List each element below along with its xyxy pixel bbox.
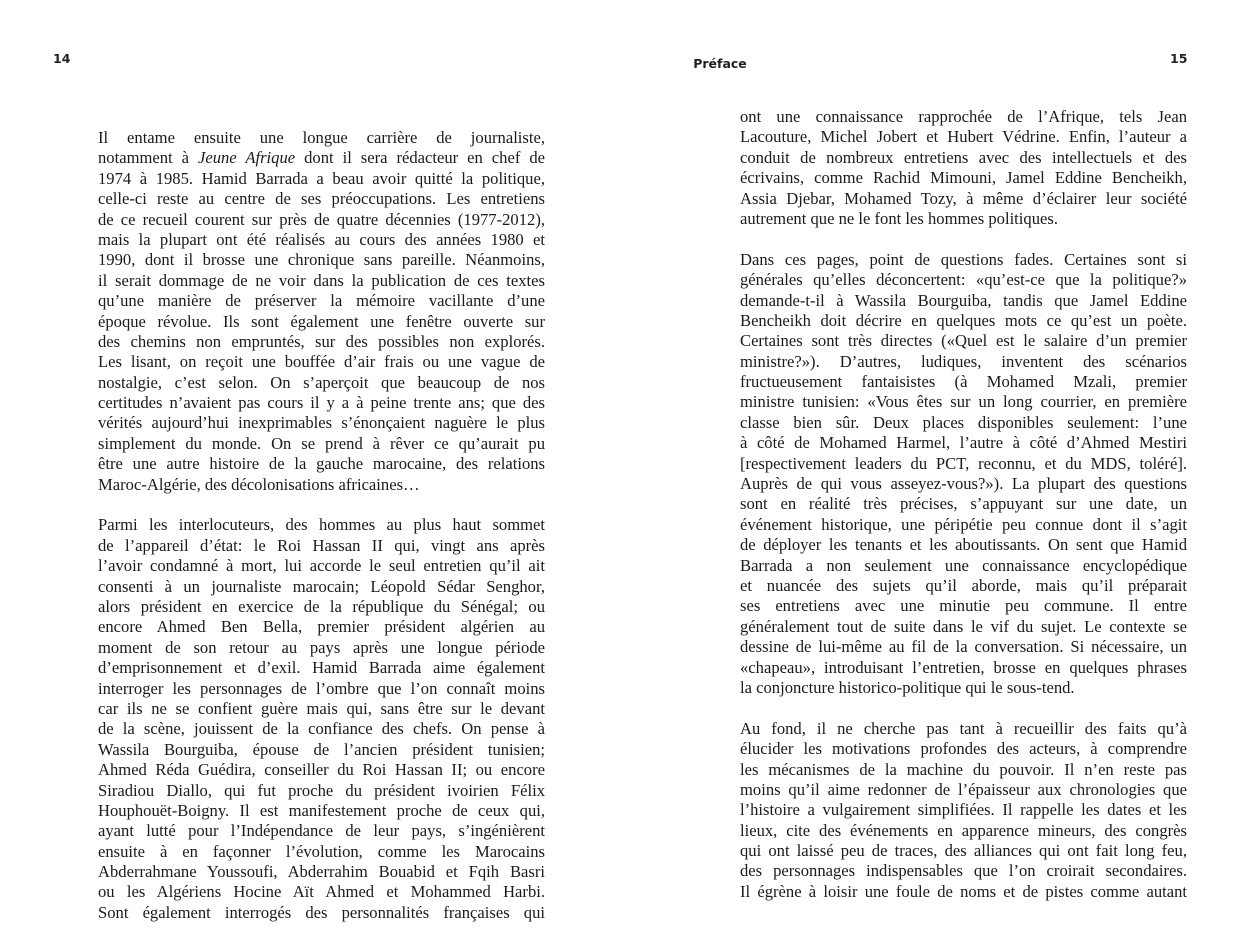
text-line: 1990, dont il brosse une chronique sans pareille. Néanmoins,: [98, 250, 545, 270]
text-line: ayant lutté pour l’Indépendance de leur pays, s’ingénièrent: [98, 821, 545, 841]
text-segment: dont il sera rédacteur en chef de: [295, 148, 545, 168]
text-line: élucider les motivations profondes des acteurs, à comprendre: [740, 739, 1187, 759]
text-line: classe bien sûr. Deux places disponibles seulement: l’une: [740, 412, 1187, 432]
text-line: Au fond, il ne cherche pas tant à recueillir des faits qu’à: [740, 718, 1187, 738]
text-line: lieux, cite des événements en apparence mineurs, des congrès: [740, 820, 1187, 840]
text-line: dessine de lui-même au fil de la conversation. Si nécessaire, un: [740, 637, 1187, 657]
text-line: nostalgie, c’est selon. On s’aperçoit que beaucoup de nos: [98, 372, 545, 392]
text-line: de la scène, jouissent de la confiance des chefs. On pense à: [98, 719, 545, 739]
text-line: moment de son retour au pays après une longue période: [98, 637, 545, 657]
text-line: demande-t-il à Wassila Bourguiba, tandis que Jamel Eddine: [740, 290, 1187, 310]
text-line: conduit de nombreux entretiens avec des intellectuels et des: [740, 147, 1187, 167]
text-line: il serait dommage de ne voir dans la publication de ces textes: [98, 270, 545, 290]
text-line: ses entretiens avec une minutie peu commune. Il entre: [740, 596, 1187, 616]
text-line: simplement du monde. On se prend à rêver ce qu’aurait pu: [98, 433, 545, 453]
text-line: Siradiou Diallo, qui fut proche du président ivoirien Félix: [98, 780, 545, 800]
text-line: Wassila Bourguiba, épouse de l’ancien président tunisien;: [98, 739, 545, 759]
text-line: car ils ne se confient guère mais qui, sans être sur le devant: [98, 698, 545, 718]
running-title: Préface: [693, 56, 747, 71]
text-line: Bencheikh doit décrire en quelques mots ce qu’est un poète.: [740, 310, 1187, 330]
text-line: Maroc-Algérie, des décolonisations africaines…: [98, 474, 420, 494]
text-line: événement historique, une péripétie peu connue dont il s’agit: [740, 514, 1187, 534]
text-line: des chemins non empruntés, sur des possibles non explorés.: [98, 331, 545, 351]
text-line: l’avoir condamné à mort, lui accorde le seul entretien qu’il ait: [98, 556, 545, 576]
text-line: encore Ahmed Ben Bella, premier président algérien au: [98, 617, 545, 637]
text-line: de ce recueil courent sur près de quatre décennies (1977-2012),: [98, 209, 545, 229]
text-line: généralement tout de suite dans le vif du sujet. Le contexte se: [740, 616, 1187, 636]
text-line: qu’une manière de préserver la mémoire vacillante d’une: [98, 291, 545, 311]
text-line: ou les Algériens Hocine Aït Ahmed et Mohammed Harbi.: [98, 882, 545, 902]
text-line: certitudes n’avaient pas cours il y a à peine trente ans; que des: [98, 393, 545, 413]
paragraph: [98, 128, 545, 495]
text-line: Assia Djebar, Mohamed Tozy, à même d’éclairer leur société: [740, 188, 1187, 208]
text-line: [respectivement leaders du PCT, reconnu, et du MDS, toléré].: [740, 453, 1187, 473]
text-line: de l’appareil d’état: le Roi Hassan II qui, vingt ans après: [98, 535, 545, 555]
text-line: Sont également interrogés des personnalités françaises qui: [98, 902, 545, 922]
page-number-left: 14: [53, 51, 71, 66]
text-line: générales qu’elles déconcertent: «qu’est-ce que la politique?»: [740, 270, 1187, 290]
text-line: «chapeau», introduisant l’entretien, brosse en quelques phrases: [740, 657, 1187, 677]
text-line: des personnages indispensables que l’on croirait secondaires.: [740, 861, 1187, 881]
text-line: vérités aujourd’hui inexprimables s’énonçaient naguère le plus: [98, 413, 545, 433]
text-segment: notamment à: [98, 148, 198, 168]
text-line: Certaines sont très directes («Quel est le salaire d’un premier: [740, 331, 1187, 351]
italic-title: Jeune Afrique: [197, 148, 296, 168]
text-line: l’histoire a vulgairement simplifiées. Il rappelle les dates et les: [740, 800, 1187, 820]
text-line: Houphouët-Boigny. Il est manifestement proche de ceux qui,: [98, 800, 545, 820]
text-line: [98, 148, 545, 168]
text-line: qui ont laissé peu de traces, des alliances qui ont fait long feu,: [740, 841, 1187, 861]
text-line: de déployer les tenants et les aboutissants. On sent que Hamid: [740, 535, 1187, 555]
text-line: ministre?»). D’autres, ludiques, inventent des scénarios: [740, 351, 1187, 371]
right-page-text: [740, 107, 1187, 923]
paragraph: [740, 250, 1187, 699]
paragraph: [740, 107, 1187, 229]
text-line: moins qu’il aime redonner de l’épaisseur aux chronologies que: [740, 779, 1187, 799]
paragraph: [740, 719, 1187, 903]
text-line: Lacouture, Michel Jobert et Hubert Védrine. Enfin, l’auteur a: [740, 127, 1187, 147]
text-line: être une autre histoire de la gauche marocaine, des relations: [98, 454, 545, 474]
paragraph: [98, 515, 545, 923]
text-line: autrement que ne le font les hommes politiques.: [740, 208, 1058, 228]
text-line: les mécanismes de la machine du pouvoir. Il n’en reste pas: [740, 759, 1187, 779]
text-line: sont en réalité très précises, s’appuyant sur une date, un: [740, 494, 1187, 514]
text-line: la conjoncture historico-politique qui le sous-tend.: [740, 677, 1075, 697]
text-line: d’emprisonnement et d’exil. Hamid Barrada aime également: [98, 658, 545, 678]
text-line: à côté de Mohamed Harmel, l’autre à côté d’Ahmed Mestiri: [740, 433, 1187, 453]
text-line: ensuite à en façonner l’évolution, comme les Marocains: [98, 841, 545, 861]
text-line: époque révolue. Ils sont également une fenêtre ouverte sur: [98, 311, 545, 331]
text-line: interroger les personnages de l’ombre que l’on connaît moins: [98, 678, 545, 698]
text-line: Barrada a non seulement une connaissance encyclopédique: [740, 555, 1187, 575]
text-line: ont une connaissance rapprochée de l’Afrique, tels Jean: [740, 107, 1187, 126]
text-line: Ahmed Réda Guédira, conseiller du Roi Hassan II; ou encore: [98, 760, 545, 780]
text-line: Abderrahmane Youssoufi, Abderrahim Bouabid et Fqih Basri: [98, 862, 545, 882]
page-number-right: 15: [1170, 51, 1188, 66]
left-page-text: [98, 128, 545, 944]
text-line: Il entame ensuite une longue carrière de journaliste,: [98, 128, 545, 147]
text-line: Auprès de qui vous asseyez-vous?»). La plupart des questions: [740, 474, 1187, 494]
text-line: celle-ci reste au centre de ses préoccupations. Les entretiens: [98, 189, 545, 209]
text-line: 1974 à 1985. Hamid Barrada a beau avoir quitté la politique,: [98, 168, 545, 188]
text-line: Les lisant, on reçoit une bouffée d’air frais ou une vague de: [98, 352, 545, 372]
text-line: consenti à un journaliste marocain; Léopold Sédar Senghor,: [98, 576, 545, 596]
text-line: alors président en exercice de la république du Sénégal; ou: [98, 596, 545, 616]
text-line: mais la plupart ont été réalisés au cours des années 1980 et: [98, 229, 545, 249]
text-line: et nuancée des sujets qu’il aborde, mais qu’il préparait: [740, 575, 1187, 595]
text-line: fructueusement fantaisistes (à Mohamed Mzali, premier: [740, 372, 1187, 392]
text-line: Il égrène à loisir une foule de noms et de pistes comme autant: [740, 881, 1187, 901]
text-line: écrivains, comme Rachid Mimouni, Jamel Eddine Bencheikh,: [740, 168, 1187, 188]
text-line: Dans ces pages, point de questions fades. Certaines sont si: [740, 249, 1187, 269]
text-line: ministre tunisien: «Vous êtes sur un long courrier, en première: [740, 392, 1187, 412]
text-line: Parmi les interlocuteurs, des hommes au plus haut sommet: [98, 515, 545, 535]
